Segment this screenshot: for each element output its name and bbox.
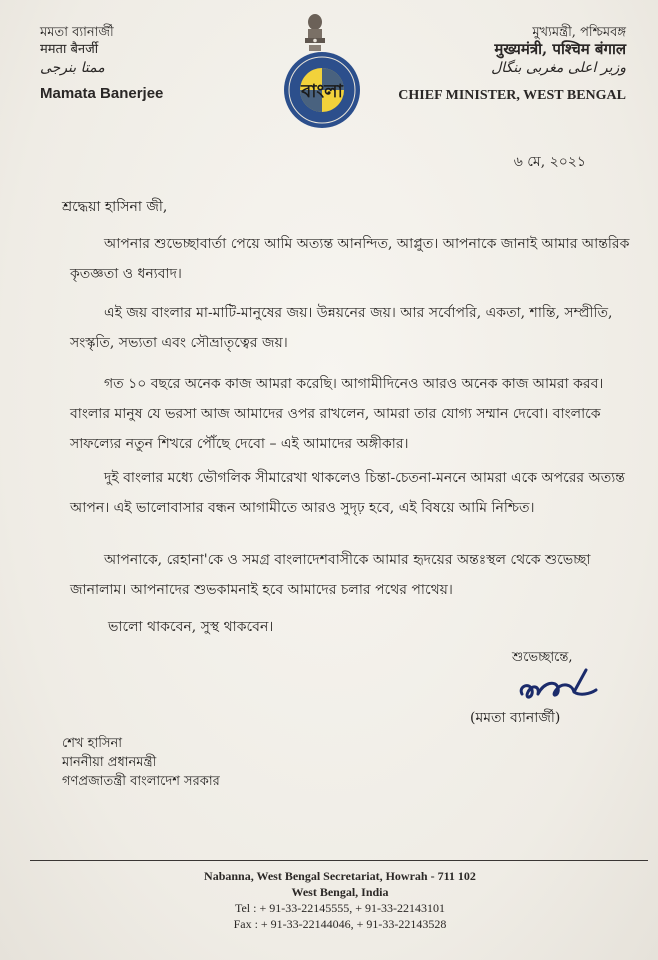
handwritten-signature (500, 664, 600, 710)
footer-telephone: Tel : + 91-33-22145555, + 91-33-22143101 (234, 901, 445, 915)
paragraph-1 (70, 229, 640, 289)
paragraph-3 (70, 369, 640, 459)
sender-name-hindi: ममता बैनर्जी (40, 42, 99, 57)
office-title-hindi: मुख्यमंत्री, पश्चिम बंगाल (494, 40, 626, 58)
salutation: শ্রদ্ধেয়া হাসিনা জী, (62, 199, 168, 215)
biswa-bangla-logo (282, 50, 362, 130)
signatory-name: (মমতা ব্যানার্জী) (470, 710, 561, 726)
office-title-english: CHIEF MINISTER, WEST BENGAL (398, 88, 626, 103)
addressee-block (62, 734, 220, 791)
footer-address-line2: West Bengal, India (291, 885, 389, 899)
footer-address-line1: Nabanna, West Bengal Secretariat, Howrah - 711 102 (204, 869, 476, 883)
footer-fax: Fax : + 91-33-22144046, + 91-33-22143528 (233, 917, 447, 931)
footer-divider (30, 860, 648, 861)
paragraph-5-text: আপনাকে, রেহানা'কে ও সমগ্র বাংলাদেশবাসীকে আমার হৃদয়ের অন্তঃস্থল থেকে শুভেচ্ছা জানালাম। আপনাদের শুভকামনাই হবে আমাদের চলার পথের পাথেয়। (70, 552, 591, 598)
office-title-urdu: وزیر اعلی مغربی بنگال (491, 60, 626, 76)
sender-name-block (40, 24, 163, 102)
addressee-name: শেখ হাসিনা (62, 736, 123, 751)
sender-name-english: Mamata Banerjee (40, 85, 164, 102)
footer-address (150, 868, 530, 932)
paragraph-2-text: এই জয় বাংলার মা-মাটি-মানুষের জয়। উন্নয়নের জয়। আর সর্বোপরি, একতা, শান্তি, সম্প্রীতি, সংস্কৃতি, সভ্যতা এবং সৌভ্রাতৃত্বের জয়। (70, 305, 613, 351)
paragraph-2 (70, 298, 640, 358)
closing-line: শুভেচ্ছান্তে, (512, 650, 573, 665)
paragraph-5 (70, 545, 640, 605)
paragraph-4-text: দুই বাংলার মধ্যে ভৌগলিক সীমারেখা থাকলেও চিন্তা-চেতনা-মননে আমরা একে অপরের অত্যন্ত আপন। এই ভালোবাসার বন্ধন আগামীতে আরও সুদৃঢ় হবে, এই বিষয়ে আমি নিশ্চিত। (70, 470, 625, 516)
paragraph-4 (70, 463, 640, 523)
paragraph-1-text: আপনার শুভেচ্ছাবার্তা পেয়ে আমি অত্যন্ত আনন্দিত, আপ্লুত। আপনাকে জানাই আমার আন্তরিক কৃতজ্ঞতা ও ধন্যবাদ। (70, 236, 630, 282)
sender-name-bengali: মমতা ব্যানার্জী (40, 25, 114, 40)
letter-date: ৬ মে, ২০২১ (513, 154, 586, 170)
addressee-title: মাননীয়া প্রধানমন্ত্রী (62, 755, 157, 770)
sender-name-urdu: ممتا بنرجی (40, 60, 105, 76)
office-title-bengali: মুখ্যমন্ত্রী, পশ্চিমবঙ্গ (532, 25, 626, 40)
paragraph-6: ভালো থাকবেন, সুস্থ থাকবেন। (108, 619, 274, 635)
logo-text: বাংলা (301, 81, 343, 102)
paragraph-3-text: গত ১০ বছরে অনেক কাজ আমরা করেছি। আগামীদিনেও আরও অনেক কাজ আমরা করব। বাংলার মানুষ যে ভরসা আজ আমাদের ওপর রাখলেন, আমরা তার যোগ্য সম্মান দেবো। বাংলাকে সাফল্যের নতুন শিখরে পৌঁছে দেবো – এই আমাদের অঙ্গীকার। (70, 376, 604, 452)
national-emblem-icon (300, 12, 330, 54)
addressee-government: গণপ্রজাতন্ত্রী বাংলাদেশ সরকার (62, 774, 220, 789)
office-title-block (398, 24, 626, 104)
